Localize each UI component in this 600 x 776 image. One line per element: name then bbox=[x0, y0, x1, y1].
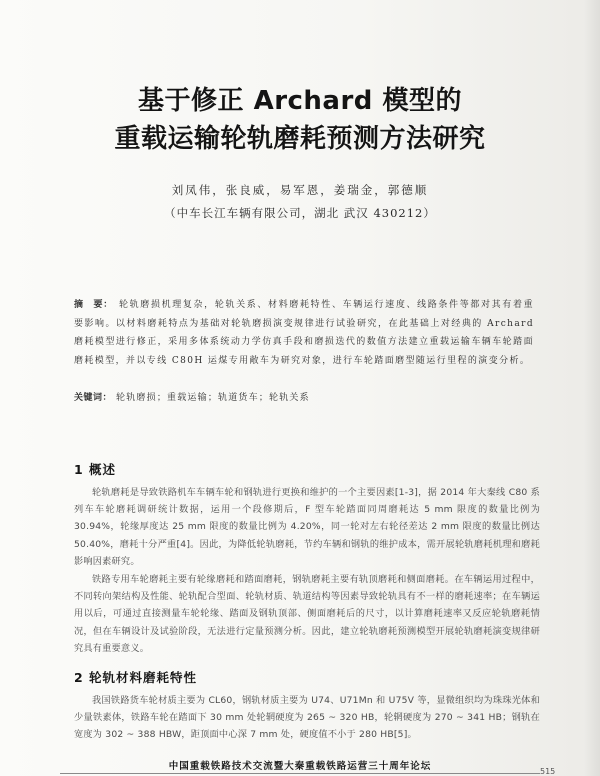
author-affiliation: （中车长江车辆有限公司，湖北 武汉 430212） bbox=[164, 206, 436, 220]
page-number: 515 bbox=[540, 767, 556, 776]
keywords-label: 关键词： bbox=[74, 393, 113, 403]
running-footer: 中国重载铁路技术交流暨大秦重载铁路运营三十周年论坛 bbox=[168, 761, 432, 772]
keywords-text: 轮轨磨损；重载运输；轨道货车；轮轨关系 bbox=[116, 393, 310, 403]
footer-rule bbox=[60, 773, 540, 774]
abstract-label: 摘 要： bbox=[74, 300, 113, 310]
section-2-paragraph-1: 我国铁路货车轮材质主要为 CL60，钢轨材质主要为 U74、U71Mn 和 U75V 等，显微组织均为珠珠光体和少量铁素体，铁路车轮在踏面下 30 mm 处轮辋硬度为 265 ~ 320 HB，轮辋硬度为 270 ~ 341 HB；钢轨在宽度为 302 ~ 388 HBW，距顶面中心深 7 mm 处，硬度值不小于 280 HB[5]。 bbox=[74, 695, 540, 741]
scan-edge-shadow bbox=[584, 0, 600, 776]
section-1-paragraph-2: 铁路专用车轮磨耗主要有轮缘磨耗和踏面磨耗，钢轨磨耗主要有轨顶磨耗和侧面磨耗。在车辆运用过程中，不同转向架结构及性能、轮轨配合型面、轮轨材质、轨道结构等因素导致轮轨具有不一样的磨耗速率；在车辆运用以后，可通过直接测量车轮轮缘、踏面及钢轨顶部、侧面磨耗后的尺寸，以计算磨耗速率又反应轮轨磨耗情况，但在车辆设计及试验阶段，无法进行定量预测分析。因此，建立轮轨磨耗预测模型开展轮轨磨耗演变规律研究具有重要意义。 bbox=[74, 574, 540, 654]
paper-title-line2: 重载运输轮轨磨耗预测方法研究 bbox=[114, 124, 486, 154]
section-1-paragraph-1: 轮轨磨耗是导致铁路机车车辆车轮和钢轨进行更换和维护的一个主要因素[1-3]，据 2014 年大秦线 C80 系列车车轮磨耗调研统计数据，运用一个段修期后，F 型车轮踏面同周磨耗达 5 mm 限度的数量比例为 30.94%，轮缘厚度达 25 mm 限度的数量比例为 4.20%，同一轮对左右轮径差达 2 mm 限度的数量比例达 50.40%，磨耗十分严重[4]。因此，为降低轮轨磨耗，节约车辆和钢轨的维护成本，需开展轮轨磨耗机理和磨耗影响因素研究。 bbox=[74, 487, 540, 567]
abstract-block bbox=[74, 296, 534, 370]
paper-title-line1: 基于修正 Archard 模型的 bbox=[138, 86, 462, 116]
section-heading-2: 2 轮轨材料磨耗特性 bbox=[74, 670, 198, 685]
author-list: 刘凤伟，张良威，易军恩，姜瑞金，郭德顺 bbox=[171, 183, 429, 197]
abstract-text: 轮轨磨损机理复杂，轮轨关系、材料磨耗特性、车辆运行速度、线路条件等都对其有着重要影响。以材料磨耗特点为基础对轮轨磨损演变规律进行试验研究，在此基础上对经典的 Archard 磨耗模型进行修正，采用多体系统动力学仿真手段和磨损迭代的数值方法建立重载运输车辆车轮踏面磨耗模型，并以专线 C80H 运煤专用敞车为研究对象，进行车轮踏面磨型随运行里程的演变分析。 bbox=[74, 300, 534, 366]
keywords-block bbox=[74, 390, 534, 403]
section-heading-1: 1 概述 bbox=[74, 462, 117, 477]
